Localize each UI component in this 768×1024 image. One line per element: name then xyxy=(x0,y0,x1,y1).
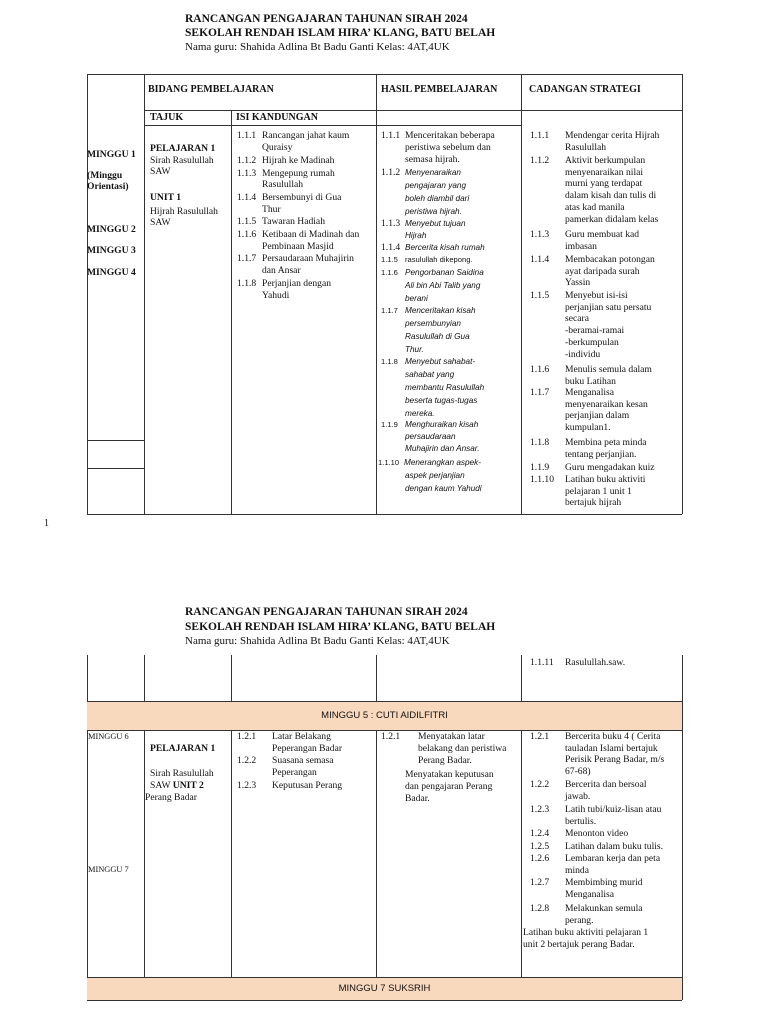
strategi-text: Membacakan potongan xyxy=(565,254,655,265)
strategi-num: 1.1.4 xyxy=(530,254,550,265)
teacher-line: Nama guru: Shahida Adlina Bt Badu Ganti Kelas: 4AT,4UK xyxy=(185,635,450,647)
hasil-text: peristiwa sebelum dan xyxy=(405,142,491,153)
hasil-text: peristiwa hijrah. xyxy=(405,207,462,216)
strategi-num: 1.2.2 xyxy=(530,779,550,790)
unit-subject: Perang Badar xyxy=(145,792,197,803)
strategi-text: menyenaraikan nilai xyxy=(565,166,644,178)
unit-subject: Hijrah Rasulullah xyxy=(150,206,218,217)
strategi-text: Bercerita buku 4 ( Cerita xyxy=(565,731,661,742)
strategi-text: Membimbing murid xyxy=(565,877,643,888)
hasil-text: semasa hijrah. xyxy=(405,154,460,165)
strategi-text: -berkumpulan xyxy=(565,336,619,348)
teacher-line: Nama guru: Shahida Adlina Bt Badu Ganti Kelas: 4AT,4UK xyxy=(185,41,450,53)
col-header-hasil: HASIL PEMBELAJARAN xyxy=(381,84,498,95)
latihan-text: unit 2 bertajuk perang Badar. xyxy=(523,939,635,950)
document-title: RANCANGAN PENGAJARAN TAHUNAN SIRAH 2024 xyxy=(185,606,468,618)
strategi-text: -beramai-ramai xyxy=(565,325,625,337)
lesson-title: PELAJARAN 1 xyxy=(150,743,216,754)
isi-num: 1.1.6 xyxy=(237,229,257,240)
strategi-text: tentang perjanjian. xyxy=(565,448,637,460)
strategi-text: Latihan buku aktiviti xyxy=(565,474,646,485)
col-header-tajuk: TAJUK xyxy=(150,112,184,123)
strategi-num: 1.1.7 xyxy=(530,387,550,398)
strategi-text: murni yang terdapat xyxy=(565,178,643,190)
strategi-text: ayat daripada surah xyxy=(565,265,640,277)
strategi-num: 1.2.6 xyxy=(530,853,550,864)
hasil-text: sahabat yang xyxy=(405,370,455,379)
hasil-text: Rasulullah di Gua xyxy=(405,332,470,341)
isi-text: Latar Belakang xyxy=(272,731,331,742)
page-number: 1 xyxy=(44,518,49,529)
hasil-num: 1.1.6 xyxy=(381,268,398,277)
lesson-subject: SAW UNIT 2 xyxy=(150,780,204,791)
suksrih-band: MINGGU 7 SUKSRIH xyxy=(87,977,682,1001)
strategi-text: pamerkan didalam kelas xyxy=(565,213,659,225)
strategi-text: Guru membuat kad xyxy=(565,229,640,240)
strategi-text: Aktivit berkumpulan xyxy=(565,155,646,166)
isi-num: 1.1.3 xyxy=(237,168,257,179)
school-name: SEKOLAH RENDAH ISLAM HIRA’ KLANG, BATU BELAH xyxy=(185,621,496,633)
week-label-7: MINGGU 7 xyxy=(88,865,129,874)
isi-text: Perjanjian dengan xyxy=(262,278,331,289)
col-header-bidang: BIDANG PEMBELAJARAN xyxy=(148,84,274,95)
unit-title: UNIT 1 xyxy=(150,192,182,203)
isi-text: Rasulullah xyxy=(262,179,304,190)
strategi-text: Menulis semula dalam xyxy=(565,364,652,375)
isi-num: 1.2.3 xyxy=(237,780,257,791)
document-title: RANCANGAN PENGAJARAN TAHUNAN SIRAH 2024 xyxy=(185,13,468,25)
lesson-title: PELAJARAN 1 xyxy=(150,143,216,154)
hasil-text: Menyebut tujuan xyxy=(405,219,466,228)
strategi-num: 1.2.8 xyxy=(530,903,550,914)
strategi-text: perjanjian dalam xyxy=(565,410,630,422)
hasil-text: Muhajirin dan Ansar. xyxy=(405,444,480,453)
hasil-text: berani xyxy=(405,294,428,303)
isi-text: Ketibaan di Madinah dan xyxy=(262,229,360,240)
strategi-text: Latih tubi/kuiz-lisan atau xyxy=(565,804,662,815)
hasil-text: dengan kaum Yahudi xyxy=(405,484,482,493)
hasil-text: pengajaran yang xyxy=(405,181,467,190)
hasil-text: persaudaraan xyxy=(405,432,456,441)
hasil-text: Menyatakan latar xyxy=(418,731,485,742)
isi-text: Suasana semasa xyxy=(272,755,334,766)
week-note: (Minggu xyxy=(87,170,123,181)
strategi-text: Rasulullah xyxy=(565,141,607,153)
isi-text: Peperangan xyxy=(272,767,317,778)
isi-num: 1.1.7 xyxy=(237,253,257,264)
strategi-text: 67-68) xyxy=(565,766,591,778)
isi-text: Persaudaraan Muhajirin xyxy=(262,253,354,264)
hasil-text: Bercerita kisah rumah xyxy=(405,243,485,252)
isi-num: 1.1.4 xyxy=(237,192,257,203)
strategi-text: perang. xyxy=(565,914,594,926)
strategi-num: 1.1.5 xyxy=(530,290,550,301)
strategi-num: 1.1.8 xyxy=(530,437,550,448)
strategi-text: Rasulullah.saw. xyxy=(565,657,626,668)
isi-num: 1.1.2 xyxy=(237,155,257,166)
strategi-num: 1.2.4 xyxy=(530,828,550,839)
strategi-text: Latihan dalam buku tulis. xyxy=(565,841,664,852)
hasil-num: 1.2.1 xyxy=(381,731,401,742)
strategi-text: Mendengar cerita Hijrah xyxy=(565,130,660,141)
week-label-6: MINGGU 6 xyxy=(88,732,129,741)
hasil-num: 1.1.2 xyxy=(381,167,401,178)
strategi-num: 1.1.2 xyxy=(530,155,550,166)
hasil-text: Menyenaraikan xyxy=(405,168,461,177)
strategi-num: 1.2.3 xyxy=(530,804,550,815)
hasil-text: membantu Rasulullah xyxy=(405,383,485,392)
hasil-text: Thur. xyxy=(405,345,424,354)
holiday-band: MINGGU 5 : CUTI AIDILFITRI xyxy=(87,701,682,731)
isi-num: 1.2.1 xyxy=(237,731,257,742)
strategi-text: menyenaraikan kesan xyxy=(565,398,648,410)
isi-text: Peperangan Badar xyxy=(272,743,343,754)
isi-text: Quraisy xyxy=(262,142,293,153)
hasil-text: mereka. xyxy=(405,409,435,418)
col-header-isi: ISI KANDUNGAN xyxy=(236,112,318,123)
lesson-subject: Sirah Rasulullah xyxy=(150,768,214,779)
hasil-text: belakang dan peristiwa xyxy=(418,743,507,754)
strategi-text: Yassin xyxy=(565,277,591,289)
isi-text: Thur xyxy=(262,204,281,215)
hasil-num: 1.1.3 xyxy=(381,218,401,229)
hasil-text: Perang Badar. xyxy=(418,755,472,766)
hasil-text: Badar. xyxy=(405,793,430,804)
hasil-num: 1.1.10 xyxy=(378,458,400,467)
week-label-3: MINGGU 3 xyxy=(87,245,136,256)
strategi-num: 1.1.10 xyxy=(530,474,554,485)
school-name: SEKOLAH RENDAH ISLAM HIRA’ KLANG, BATU BELAH xyxy=(185,27,496,39)
isi-num: 1.1.8 xyxy=(237,278,257,289)
hasil-num: 1.1.1 xyxy=(381,130,401,141)
hasil-num: 1.1.5 xyxy=(381,255,398,264)
hasil-text: Ali bin Abi Talib yang xyxy=(405,281,481,290)
isi-num: 1.1.5 xyxy=(237,216,257,227)
hasil-text: Menerangkan aspek- xyxy=(404,458,481,467)
strategi-num: 1.1.3 xyxy=(530,229,550,240)
strategi-text: Lembaran kerja dan peta xyxy=(565,853,661,864)
strategi-text: Melakunkan semula xyxy=(565,903,643,914)
hasil-num: 1.1.7 xyxy=(381,306,398,315)
hasil-text: Menceritakan kisah xyxy=(405,306,476,315)
lesson-subject: Sirah Rasulullah xyxy=(150,155,214,166)
strategi-num: 1.1.6 xyxy=(530,364,550,375)
strategi-text: bertajuk hijrah xyxy=(565,497,622,509)
strategi-num: 1.1.9 xyxy=(530,462,550,473)
hasil-text: rasulullah dikepong. xyxy=(405,255,473,264)
strategi-text: secara xyxy=(565,313,589,325)
strategi-text: Membina peta minda xyxy=(565,437,647,448)
strategi-text: kumpulan1. xyxy=(565,422,611,434)
isi-text: Yahudi xyxy=(262,290,290,301)
strategi-text: perjanjian satu persatu xyxy=(565,301,652,313)
strategi-text: buku Latihan xyxy=(565,375,616,387)
hasil-text: Menceritakan beberapa xyxy=(405,130,495,141)
strategi-text: atas kad manila xyxy=(565,201,625,213)
hasil-text: beserta tugas-tugas xyxy=(405,396,478,405)
strategi-num: 1.1.1 xyxy=(530,130,550,141)
strategi-text: Menganalisa xyxy=(565,387,615,398)
isi-text: Hijrah ke Madinah xyxy=(262,155,335,166)
isi-text: Pembinaan Masjid xyxy=(262,241,334,252)
hasil-num: 1.1.4 xyxy=(381,242,401,253)
hasil-num: 1.1.8 xyxy=(381,357,398,366)
isi-text: dan Ansar xyxy=(262,265,301,276)
col-header-strategi: CADANGAN STRATEGI xyxy=(529,84,641,95)
strategi-text: Guru mengadakan kuiz xyxy=(565,462,655,473)
lesson-subject: SAW xyxy=(150,166,171,177)
strategi-text: minda xyxy=(565,864,589,876)
latihan-text: Latihan buku aktiviti pelajaran 1 xyxy=(523,927,649,938)
strategi-text: tauladan Islami bertajuk xyxy=(565,742,658,754)
strategi-text: dalam kisah dan tulis di xyxy=(565,190,657,202)
hasil-text: Hijrah xyxy=(405,231,427,240)
isi-text: Keputusan Perang xyxy=(272,780,343,791)
hasil-text: dan pengajaran Perang xyxy=(405,781,493,792)
strategi-text: Perisik Perang Badar, m/s xyxy=(565,754,665,766)
hasil-text: aspek perjanjian xyxy=(405,471,465,480)
week-label-2: MINGGU 2 xyxy=(87,224,136,235)
strategi-num: 1.2.5 xyxy=(530,841,550,852)
strategi-text: imbasan xyxy=(565,240,597,252)
hasil-text: Menyatakan keputusan xyxy=(405,769,494,780)
hasil-text: Menyebut sahabat- xyxy=(405,357,476,366)
isi-text: Tawaran Hadiah xyxy=(262,216,325,227)
strategi-num: 1.2.7 xyxy=(530,877,550,888)
isi-num: 1.1.1 xyxy=(237,130,257,141)
strategi-text: Menganalisa xyxy=(565,888,615,900)
strategi-text: Menyebut isi-isi xyxy=(565,290,628,301)
unit-subject: SAW xyxy=(150,217,171,228)
strategi-num: 1.2.1 xyxy=(530,731,550,742)
strategi-text: -individu xyxy=(565,348,601,360)
hasil-text: persembunyian xyxy=(405,319,461,328)
week-label-4: MINGGU 4 xyxy=(87,267,136,278)
isi-text: Mengepung rumah xyxy=(262,168,335,179)
week-label-1: MINGGU 1 xyxy=(87,149,136,160)
strategi-text: pelajaran 1 unit 1 xyxy=(565,485,632,497)
hasil-text: Pengorbanan Saidina xyxy=(405,268,484,277)
strategi-text: Bercerita dan bersoal xyxy=(565,779,647,790)
isi-text: Rancangan jahat kaum xyxy=(262,130,350,141)
isi-text: Bersembunyi di Gua xyxy=(262,192,342,203)
strategi-text: jawab. xyxy=(565,790,591,802)
hasil-text: Menghuraikan kisah xyxy=(405,420,479,429)
isi-num: 1.2.2 xyxy=(237,755,257,766)
hasil-num: 1.1.9 xyxy=(381,420,398,429)
strategi-num: 1.1.11 xyxy=(530,657,554,668)
strategi-text: bertulis. xyxy=(565,815,597,827)
hasil-text: boleh diambil dari xyxy=(405,194,470,203)
strategi-text: Menonton video xyxy=(565,828,629,839)
week-note: Orientasi) xyxy=(87,181,129,192)
